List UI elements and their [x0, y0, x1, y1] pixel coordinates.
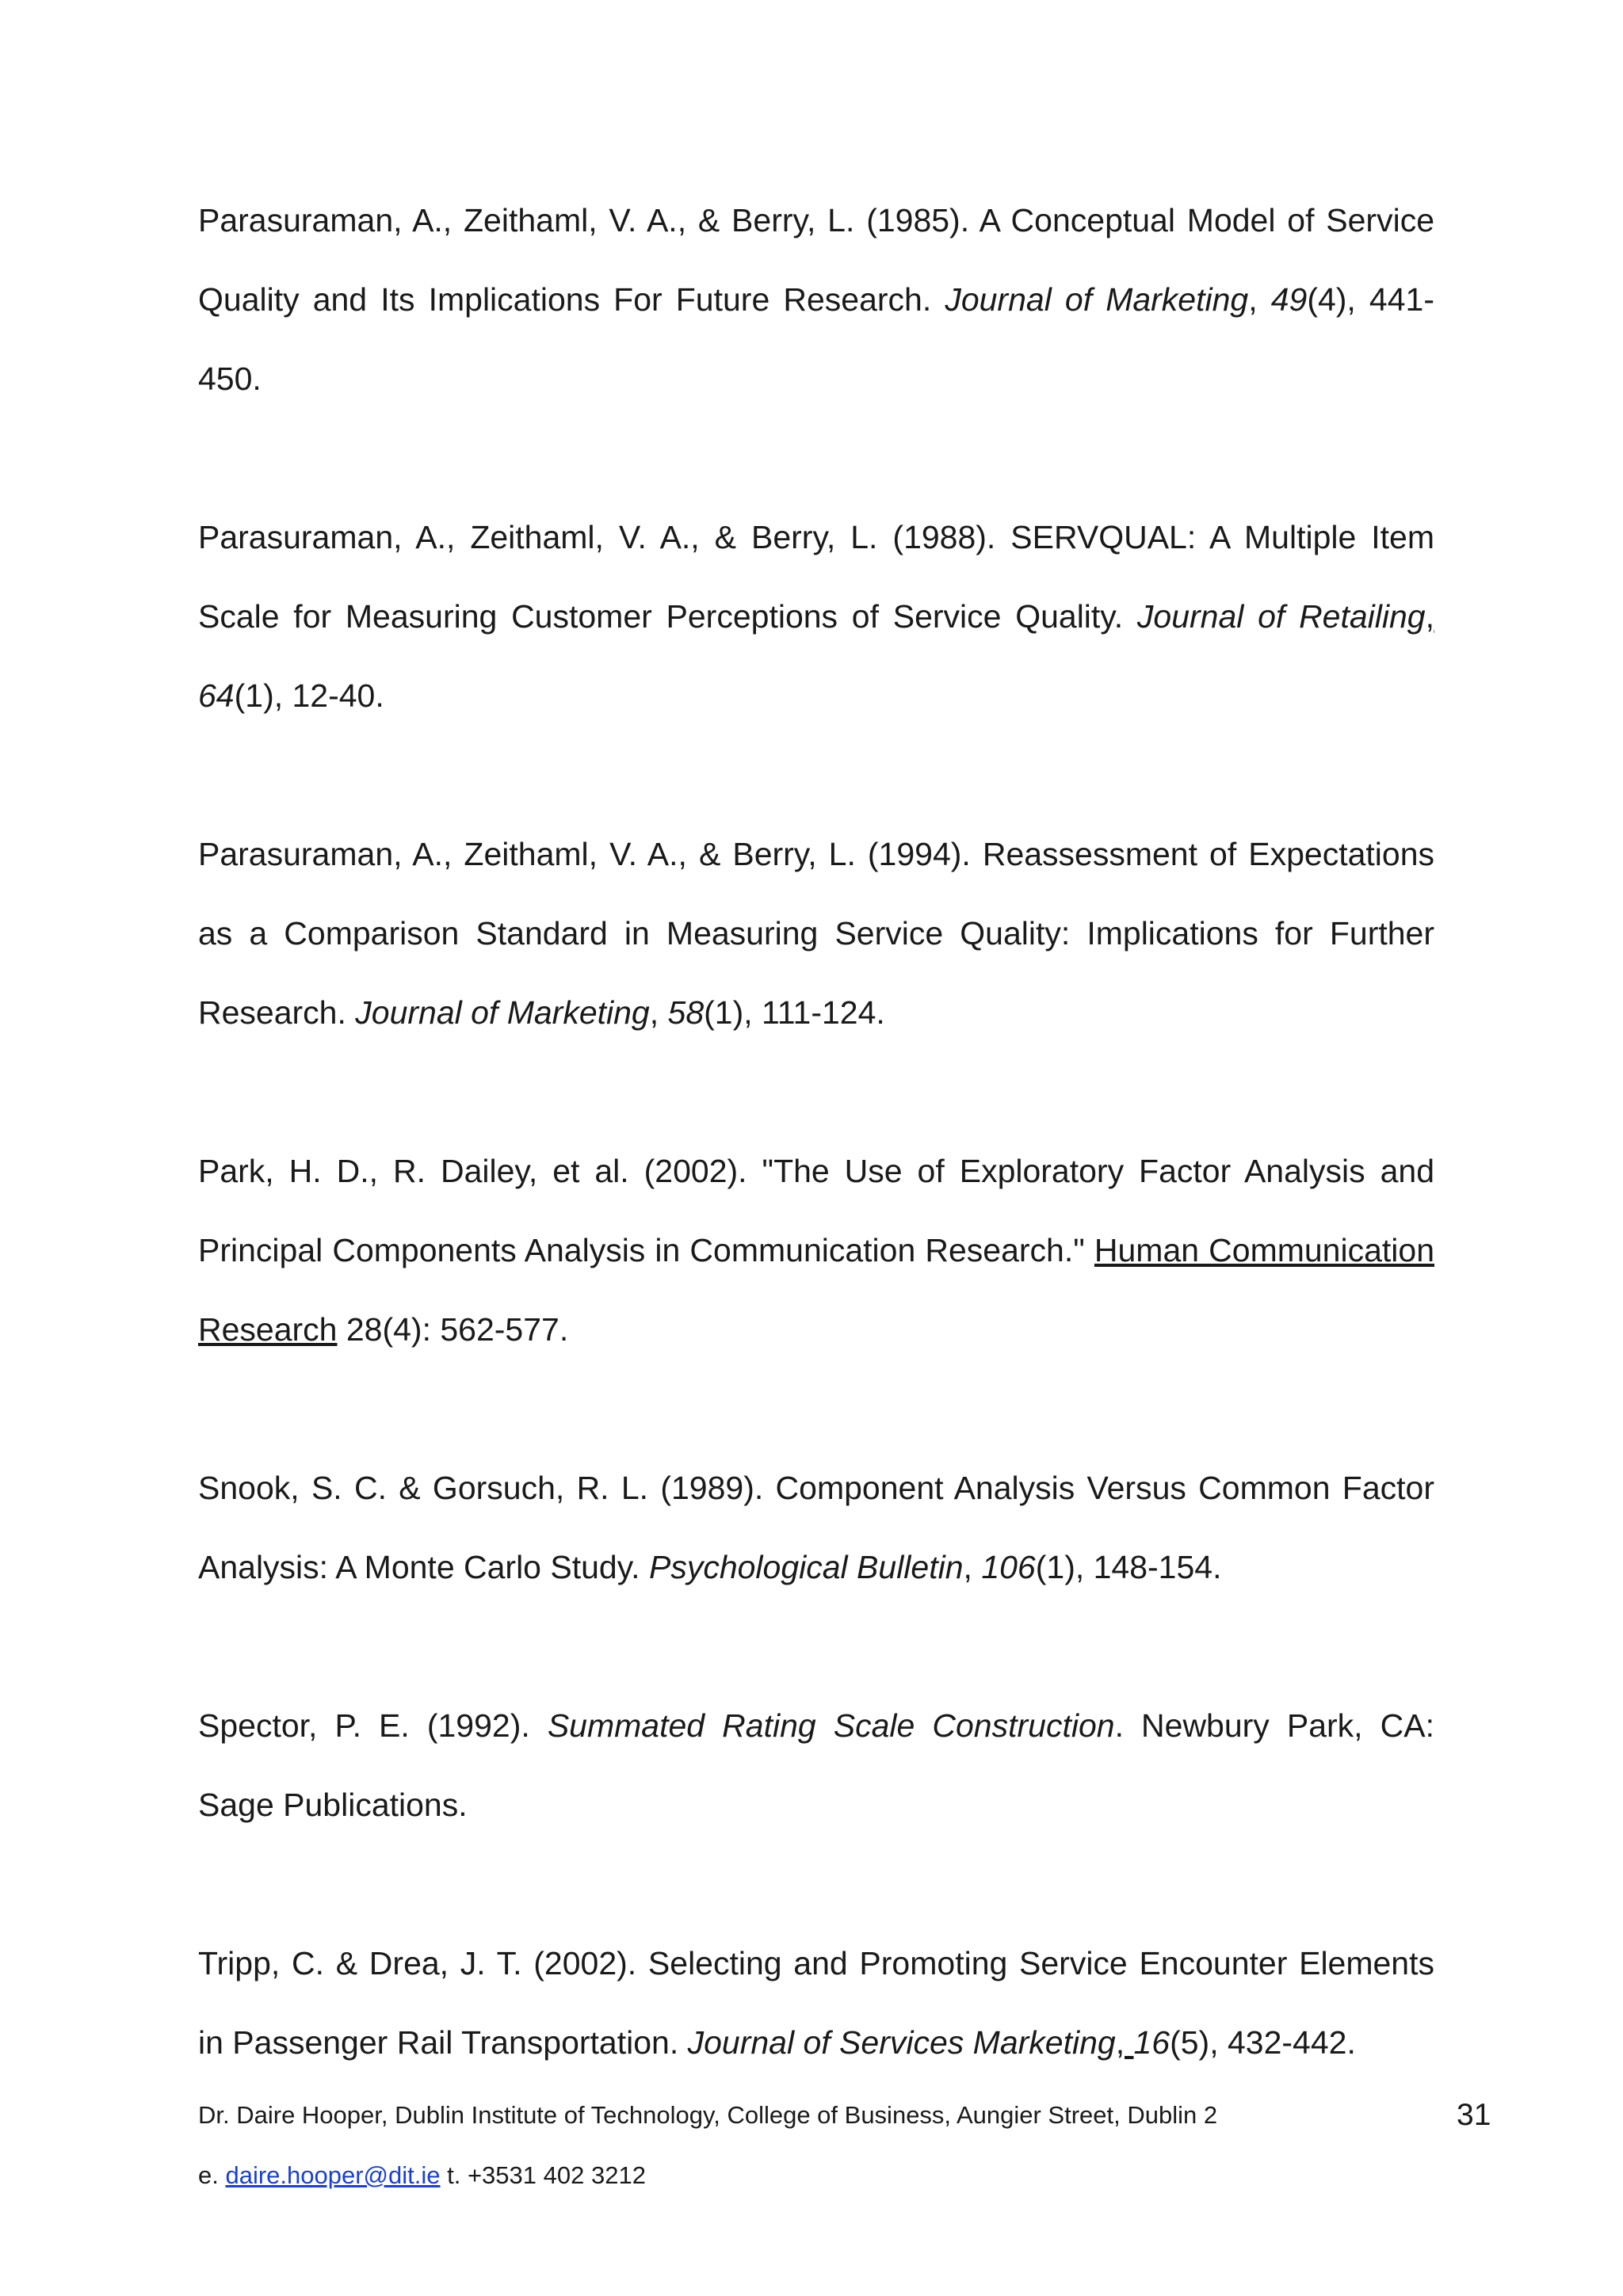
journal-title: Human Communication Research	[198, 1232, 1434, 1348]
issue-pages: 28(4): 562-577.	[337, 1311, 569, 1348]
page-number: 31	[1457, 2098, 1491, 2132]
volume-number: 64	[198, 677, 235, 714]
reference-text: Spector, P. E. (1992).	[198, 1707, 548, 1744]
volume-number: 49	[1270, 281, 1308, 318]
reference-parasuraman-1994	[198, 814, 1434, 1052]
issue-pages: (1), 148-154.	[1035, 1549, 1222, 1585]
phone-text: t. +3531 402 3212	[440, 2161, 646, 2189]
reference-text: Parasuraman, A., Zeithaml, V. A., & Berry, L. (1985). A Conceptual Model of Service Quality and Its Implications For Future Research.	[198, 202, 1434, 318]
journal-title: Journal of Marketing	[945, 281, 1249, 318]
book-title: Summated Rating Scale Construction	[547, 1707, 1115, 1744]
reference-tripp-2002	[198, 1924, 1434, 2082]
reference-text: Park, H. D., R. Dailey, et al. (2002). "The Use of Exploratory Factor Analysis and Principal Components Analysis in Communication Research."	[198, 1153, 1434, 1268]
reference-list	[198, 181, 1434, 2082]
reference-text: Parasuraman, A., Zeithaml, V. A., & Berry, L. (1988). SERVQUAL: A Multiple Item Scale for Measuring Customer Perceptions of Service Quality.	[198, 519, 1434, 635]
publisher: . Newbury Park, CA: Sage Publications.	[198, 1707, 1434, 1823]
contact-line	[198, 2145, 1434, 2206]
reference-spector-1992	[198, 1686, 1434, 1844]
separator: ,	[1115, 2024, 1134, 2061]
volume-number: 58	[667, 994, 705, 1031]
reference-parasuraman-1985	[198, 181, 1434, 418]
issue-pages: (5), 432-442.	[1170, 2024, 1356, 2061]
reference-park-2002	[198, 1131, 1434, 1369]
separator: ,	[1248, 281, 1271, 318]
reference-text: Tripp, C. & Drea, J. T. (2002). Selecting and Promoting Service Encounter Elements in Passenger Rail Transportation.	[198, 1945, 1434, 2061]
reference-text: Parasuraman, A., Zeithaml, V. A., & Berry, L. (1994). Reassessment of Expectations as a Comparison Standard in Measuring Service Quality: Implications for Further Research.	[198, 836, 1434, 1031]
separator: ,	[963, 1549, 982, 1585]
journal-title: Journal of Services Marketing	[687, 2024, 1116, 2061]
page-footer	[198, 2085, 1434, 2206]
issue-pages: (4), 441-450.	[198, 281, 1434, 397]
email-link[interactable]: daire.hooper@dit.ie	[225, 2161, 441, 2189]
issue-pages: (1), 12-40.	[234, 677, 384, 714]
volume-number: 106	[981, 1549, 1036, 1585]
author-affiliation: Dr. Daire Hooper, Dublin Institute of Technology, College of Business, Aungier Street, Dublin 2	[198, 2101, 1218, 2129]
journal-title: Psychological Bulletin	[648, 1549, 964, 1585]
journal-title: Journal of Retailing	[1136, 598, 1426, 635]
journal-title: Journal of Marketing	[355, 994, 650, 1031]
reference-text: Snook, S. C. & Gorsuch, R. L. (1989). Component Analysis Versus Common Factor Analysis: A Monte Carlo Study.	[198, 1470, 1434, 1585]
separator: ,	[1425, 598, 1435, 635]
reference-snook-1989	[198, 1448, 1434, 1607]
reference-parasuraman-1988	[198, 498, 1434, 735]
issue-pages: (1), 111-124.	[704, 994, 885, 1031]
volume-number: 16	[1133, 2024, 1170, 2061]
email-label: e.	[198, 2161, 226, 2189]
separator: ,	[649, 994, 668, 1031]
